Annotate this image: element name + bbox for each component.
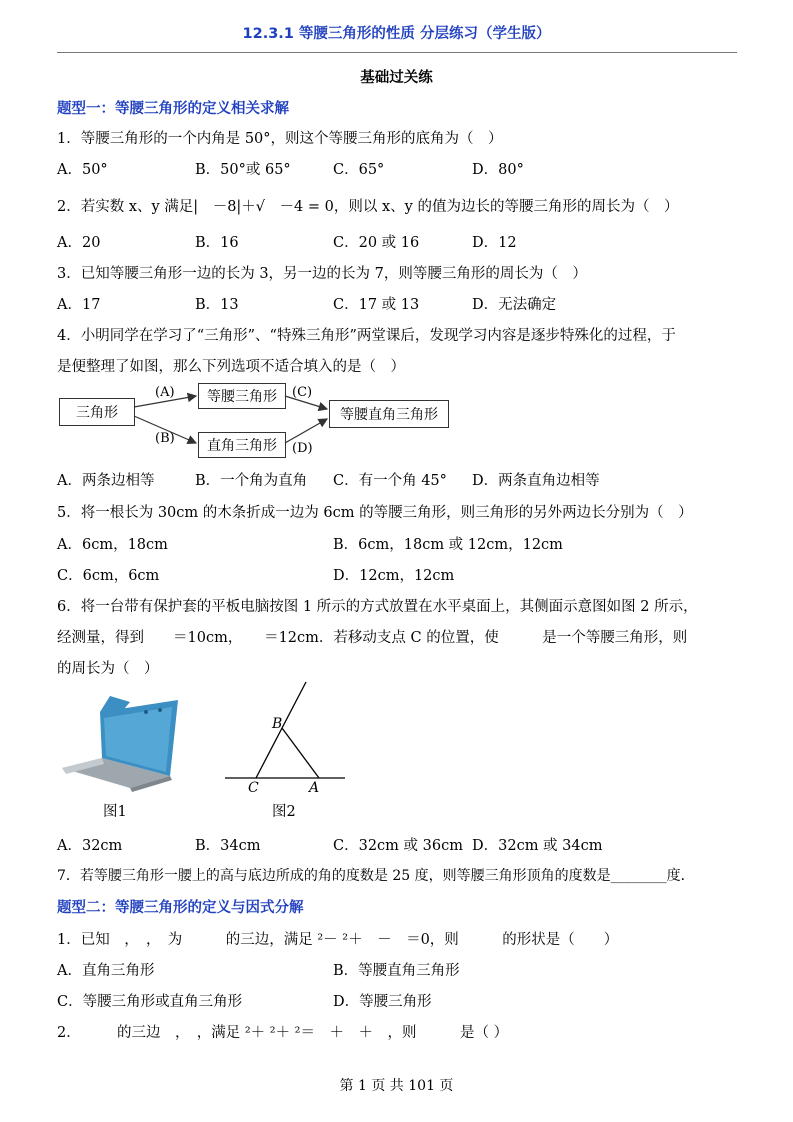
q1-option-c: C．65° (333, 162, 385, 178)
diagram-label-d: (D) (292, 441, 313, 456)
page-footer: 第 1 页 共 101 页 (339, 1078, 454, 1094)
fig1-caption: 图1 (103, 804, 127, 820)
tablet-figure-illustration (60, 692, 190, 792)
q6-stem-line2: 经测量，得到 ＝10cm， ＝12cm．若移动支点 C 的位置，使 是一个等腰三角形，则 (57, 630, 688, 646)
q1-option-b: B．50°或 65° (195, 162, 291, 178)
q6-option-c: C．32cm 或 36cm (333, 838, 463, 854)
q6-option-a: A．32cm (57, 838, 123, 854)
q4-stem-line2: 是便整理了如图，那么下列选项不适合填入的是（ ） (57, 359, 405, 375)
diagram-box-right: 直角三角形 (198, 432, 286, 458)
q3-option-a: A．17 (57, 297, 101, 313)
diagram-label-b: (B) (155, 431, 175, 446)
q4-option-b: B．一个角为直角 (195, 473, 308, 489)
diagram-box-triangle: 三角形 (59, 398, 135, 426)
q5-stem: 5．将一根长为 30cm 的木条折成一边为 6cm 的等腰三角形，则三角形的另外两边长分别为（ ） (57, 505, 693, 521)
q1-option-a: A．50° (57, 162, 108, 178)
q2-stem: 2．若实数 x、y 满足| －8|＋√ －4 = 0，则以 x、y 的值为边长的等腰三角形的周长为（ ） (57, 199, 679, 215)
q7-stem: 7．若等腰三角形一腰上的高与底边所成的角的度数是 25 度，则等腰三角形顶角的度数是________度． (57, 868, 695, 884)
page-header: 12.3.1 等腰三角形的性质 分层练习（学生版） (242, 26, 551, 42)
section-title: 基础过关练 (360, 69, 433, 86)
diagram-label-c: (C) (292, 385, 313, 400)
q3-option-d: D．无法确定 (472, 297, 557, 313)
p1-option-b: B．等腰直角三角形 (333, 963, 460, 979)
q5-option-b: B．6cm，18cm 或 12cm，12cm (333, 537, 563, 553)
point-label-b: B (272, 716, 283, 732)
question-type-1: 题型一：等腰三角形的定义相关求解 (57, 101, 289, 117)
fig2-caption: 图2 (272, 804, 296, 820)
q1-stem: 1．等腰三角形的一个内角是 50°，则这个等腰三角形的底角为（ ） (57, 131, 503, 147)
diagram-label-a: (A) (155, 385, 175, 400)
q2-option-a: A．20 (57, 235, 101, 251)
q6-option-d: D．32cm 或 34cm (472, 838, 603, 854)
p1-option-d: D．等腰三角形 (333, 994, 432, 1010)
q1-option-d: D．80° (472, 162, 524, 178)
q2-option-d: D．12 (472, 235, 517, 251)
q4-stem-line1: 4．小明同学在学习了“三角形”、“特殊三角形”两堂课后，发现学习内容是逐步特殊化的过程，于 (57, 328, 676, 344)
q3-stem: 3．已知等腰三角形一边的长为 3，另一边的长为 7，则等腰三角形的周长为（ ） (57, 266, 587, 282)
q3-option-c: C．17 或 13 (333, 297, 420, 313)
q2-option-c: C．20 或 16 (333, 235, 420, 251)
q6-stem-line1: 6．将一台带有保护套的平板电脑按图 1 所示的方式放置在水平桌面上，其侧面示意图如图 2 所示， (57, 599, 698, 615)
q5-option-d: D．12cm，12cm (333, 568, 455, 584)
q3-option-b: B．13 (195, 297, 239, 313)
q5-option-a: A．6cm，18cm (57, 537, 168, 553)
question-type-2: 题型二：等腰三角形的定义与因式分解 (57, 900, 304, 916)
p1-option-c: C．等腰三角形或直角三角形 (57, 994, 243, 1010)
diagram-box-isosceles: 等腰三角形 (198, 383, 286, 409)
q6-stem-line3: 的周长为（ ） (57, 661, 159, 677)
q4-option-a: A．两条边相等 (57, 473, 155, 489)
diagram-box-isosceles-right: 等腰直角三角形 (329, 400, 449, 428)
diagram-arrows (0, 0, 793, 500)
geometry-figure (220, 680, 350, 790)
p1-option-a: A．直角三角形 (57, 963, 155, 979)
point-label-c: C (248, 780, 259, 796)
q5-option-c: C．6cm，6cm (57, 568, 160, 584)
q4-option-c: C．有一个角 45° (333, 473, 447, 489)
p2-stem: 2． 的三边 ， ，满足 ²＋ ²＋ ²＝ ＋ ＋ ，则 是（ ） (57, 1025, 509, 1041)
point-label-a: A (309, 780, 320, 796)
p1-stem: 1．已知 ， ， 为 的三边，满足 ²－ ²＋ － ＝0，则 的形状是（ ） (57, 932, 619, 948)
q2-option-b: B．16 (195, 235, 239, 251)
q4-option-d: D．两条直角边相等 (472, 473, 600, 489)
q6-option-b: B．34cm (195, 838, 261, 854)
